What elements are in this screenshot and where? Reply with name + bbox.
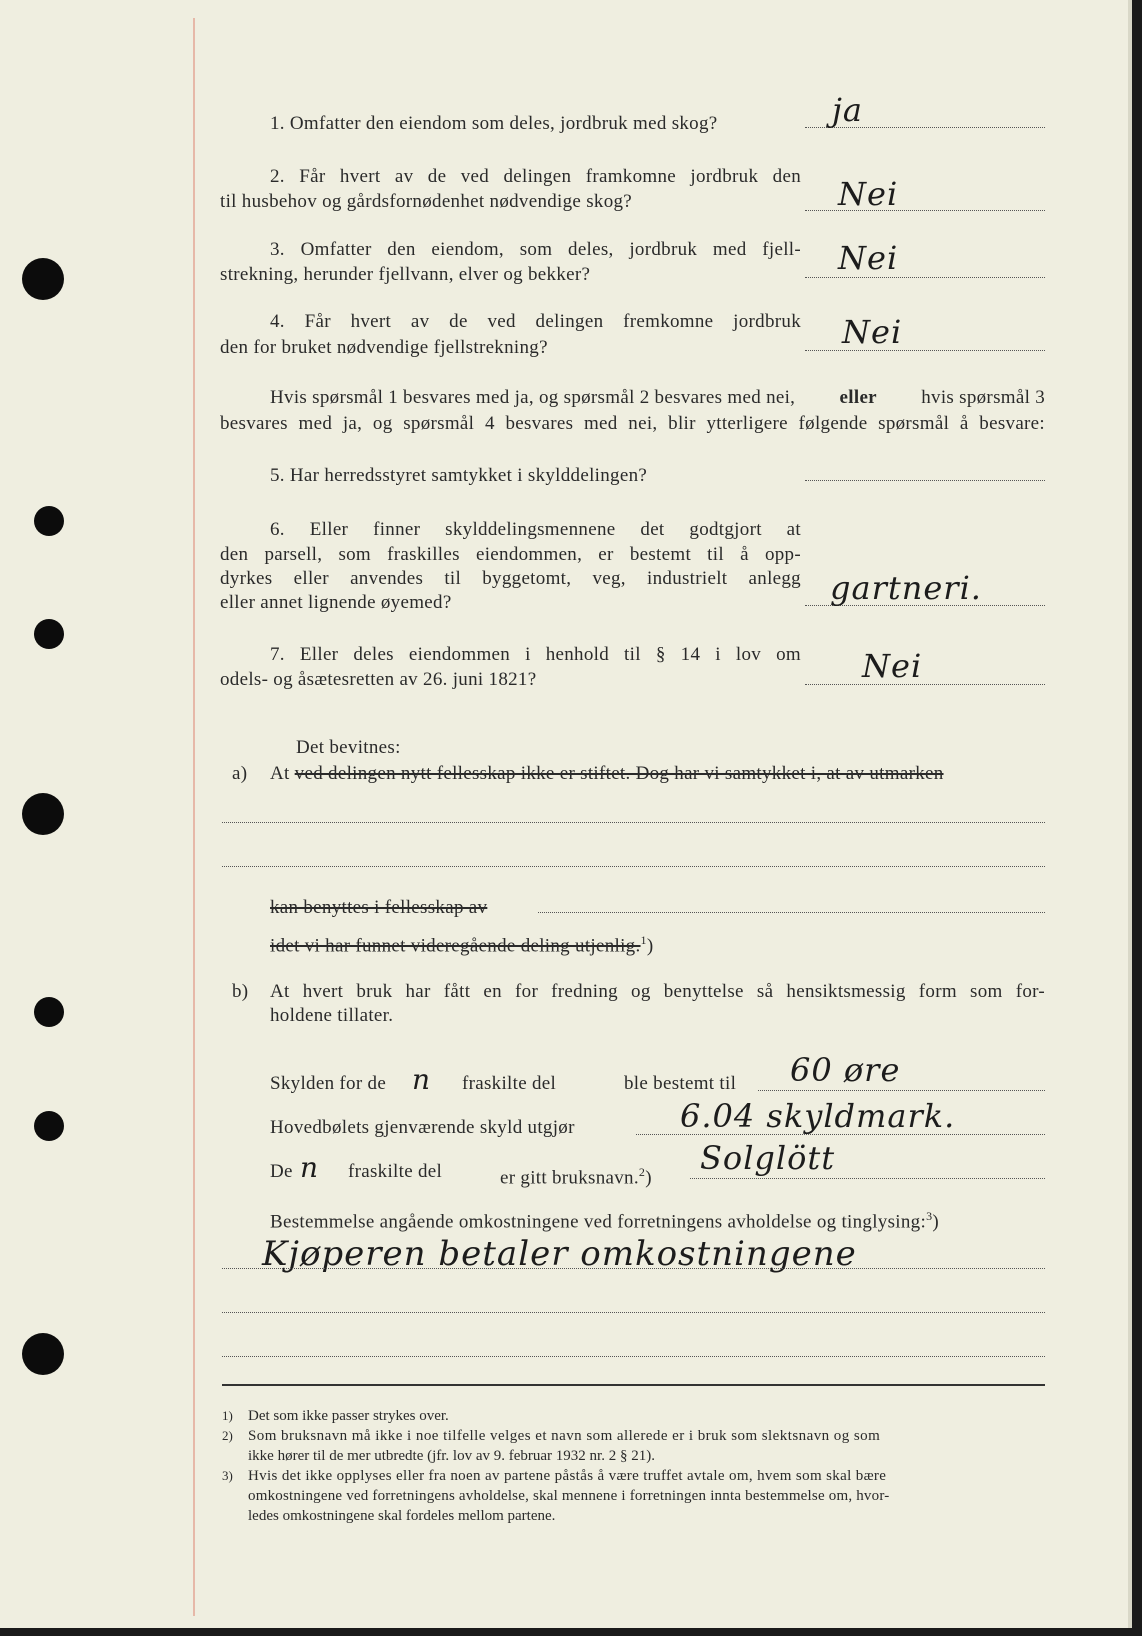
answer-line-bruksnavn [690,1178,1045,1179]
skyld-line-3-a: De [270,1161,293,1182]
section-a-label: a) [232,763,248,784]
answer-6-handwritten: gartneri. [830,569,982,607]
answer-line-3 [805,277,1045,278]
footnote-3-mark: 3) [222,1468,233,1483]
question-6-text-line-2: den parsell, som fraskilles eiendommen, er bestemt til å opp- [220,544,801,565]
question-5-text: 5. Har herredsstyret samtykket i skylddelingen? [270,465,648,486]
question-3-text-line-2: strekning, herunder fjellvann, elver og bekker? [220,264,591,285]
blank-line [222,1268,1045,1269]
footnote-ref-3: 3 [926,1209,933,1223]
question-4-text-line-2: den for bruket nødvendige fjellstrekning? [220,337,548,358]
answer-3-handwritten: Nei [838,239,899,277]
footnote-rule [222,1384,1045,1386]
section-b-label: b) [232,981,249,1002]
bruksnavn-answer-handwritten: Solglött [700,1139,836,1177]
answer-line-4 [805,350,1045,351]
question-6-text-line-4: eller annet lignende øyemed? [220,592,452,613]
blank-line [222,822,1045,823]
punch-hole [22,258,64,300]
footnote-1-text: Det som ikke passer strykes over. [248,1408,449,1424]
footnote-3-line-3: ledes omkostningene skal fordeles mellom partene. [248,1508,556,1524]
section-a-line-4: idet vi har funnet videregående deling utjenlig.$^1$) [270,933,654,957]
section-a-struck-text: ved delingen nytt fellesskap ikke er stiftet. Dog har vi samtykket i, at av utmarken [294,763,944,784]
section-a-line-1 [270,762,944,786]
question-3-text-line-1: 3. Omfatter den eiendom, som deles, jordbruk med fjell- [270,239,801,260]
conditional-instructions-line-1 [270,386,1045,410]
punch-hole [22,1333,64,1375]
intro-text-a: Hvis spørsmål 1 besvares med ja, og spørsmål 2 besvares med nei, [270,387,796,408]
section-a-line-3: kan benyttes i fellesskap av [270,897,488,918]
question-2-text-line-1: 2. Får hvert av de ved delingen framkomne jordbruk den [270,166,801,187]
footnote-2-mark: 2) [222,1428,233,1443]
section-b-line-1: At hvert bruk har fått en for fredning og benyttelse så hensiktsmessig form som for- [270,981,1045,1002]
answer-line-skyld [758,1090,1045,1091]
question-7-text-line-2: odels- og åsætesretten av 26. juni 1821? [220,669,537,690]
section-a-line-4-text: idet vi har funnet videregående deling utjenlig. [270,935,641,957]
punch-hole [34,619,64,649]
footnote-ref-1: 1 [640,933,647,947]
footnote-2-line-1: Som bruksnavn må ikke i noe tilfelle velges et navn som allerede er i bruk som slektsnavn og som [248,1428,881,1444]
blank-line [222,866,1045,867]
blank-line [222,1356,1045,1357]
answer-2-handwritten: Nei [838,175,899,213]
bruksnavn-label: er gitt bruksnavn. [500,1167,639,1189]
skyld-line-1-b: fraskilte del [462,1073,557,1094]
answer-1-handwritten: ja [832,91,863,129]
skyld-line-2: Hovedbølets gjenværende skyld utgjør [270,1117,575,1138]
section-b-line-2: holdene tillater. [270,1005,394,1026]
footnote-2-line-2: ikke hører til de mer utbredte (jfr. lov av 9. februar 1932 nr. 2 § 21). [248,1448,655,1464]
bevitnes-heading: Det bevitnes: [296,737,401,758]
skyld-line-3-b: fraskilte del [348,1161,443,1182]
question-7-text-line-1: 7. Eller deles eiendommen i henhold til § 14 i lov om [270,644,801,665]
footnote-3-line-2: omkostningene ved forretningens avholdelse, skal mennene i forretningen innta bestemmelse om, hvor- [248,1488,890,1504]
answer-line-5 [805,480,1045,481]
punch-hole [22,793,64,835]
punch-hole [34,506,64,536]
omkostninger-answer-handwritten: Kjøperen betaler omkostningene [262,1234,857,1274]
answer-line-7 [805,684,1045,685]
punch-hole [34,1111,64,1141]
hovedbol-answer-handwritten: 6.04 skyldmark. [680,1097,956,1135]
question-4-text-line-1: 4. Får hvert av de ved delingen fremkomne jordbruk [270,311,801,332]
footnote-3-line-1: Hvis det ikke opplyses eller fra noen av partene påstås å være truffet avtale om, hvem som skal bære [248,1468,887,1484]
margin-line [193,18,195,1616]
question-1-text: 1. Omfatter den eiendom som deles, jordbruk med skog? [270,113,718,134]
intro-text-b: hvis spørsmål 3 [921,387,1045,408]
skyld-line-1-a: Skylden for de [270,1073,387,1094]
footnote-ref-2: 2 [638,1165,646,1179]
skyld-line-1-handwritten: n [412,1063,432,1096]
blank-line [538,912,1045,913]
answer-7-handwritten: Nei [862,647,923,685]
footnote-1-mark: 1) [222,1408,233,1423]
answer-4-handwritten: Nei [842,313,903,351]
section-a-start: At [270,763,290,784]
conditional-instructions-line-2: besvares med ja, og spørsmål 4 besvares med nei, blir ytterligere følgende spørsmål å besvare: [220,413,1045,434]
skyld-line-3-handwritten: n [300,1151,320,1184]
skyld-line-3-c: er gitt bruksnavn.$^2$) [500,1165,652,1189]
skyld-line-4: Bestemmelse angående omkostningene ved forretningens avholdelse og tinglysing:$^3$) [270,1209,940,1233]
punch-hole [34,997,64,1027]
skyld-line-1-c: ble bestemt til [624,1073,737,1094]
blank-line [222,1312,1045,1313]
intro-text-bold: eller [839,387,877,408]
question-6-text-line-3: dyrkes eller anvendes til byggetomt, veg, industrielt anlegg [220,568,801,589]
question-6-text-line-1: 6. Eller finner skylddelingsmennene det godtgjort at [270,519,801,540]
skyld-answer-handwritten: 60 øre [790,1051,901,1089]
question-2-text-line-2: til husbehov og gårdsfornødenhet nødvendige skog? [220,191,633,212]
omkostninger-label: Bestemmelse angående omkostningene ved forretningens avholdelse og tinglysing: [270,1211,927,1233]
